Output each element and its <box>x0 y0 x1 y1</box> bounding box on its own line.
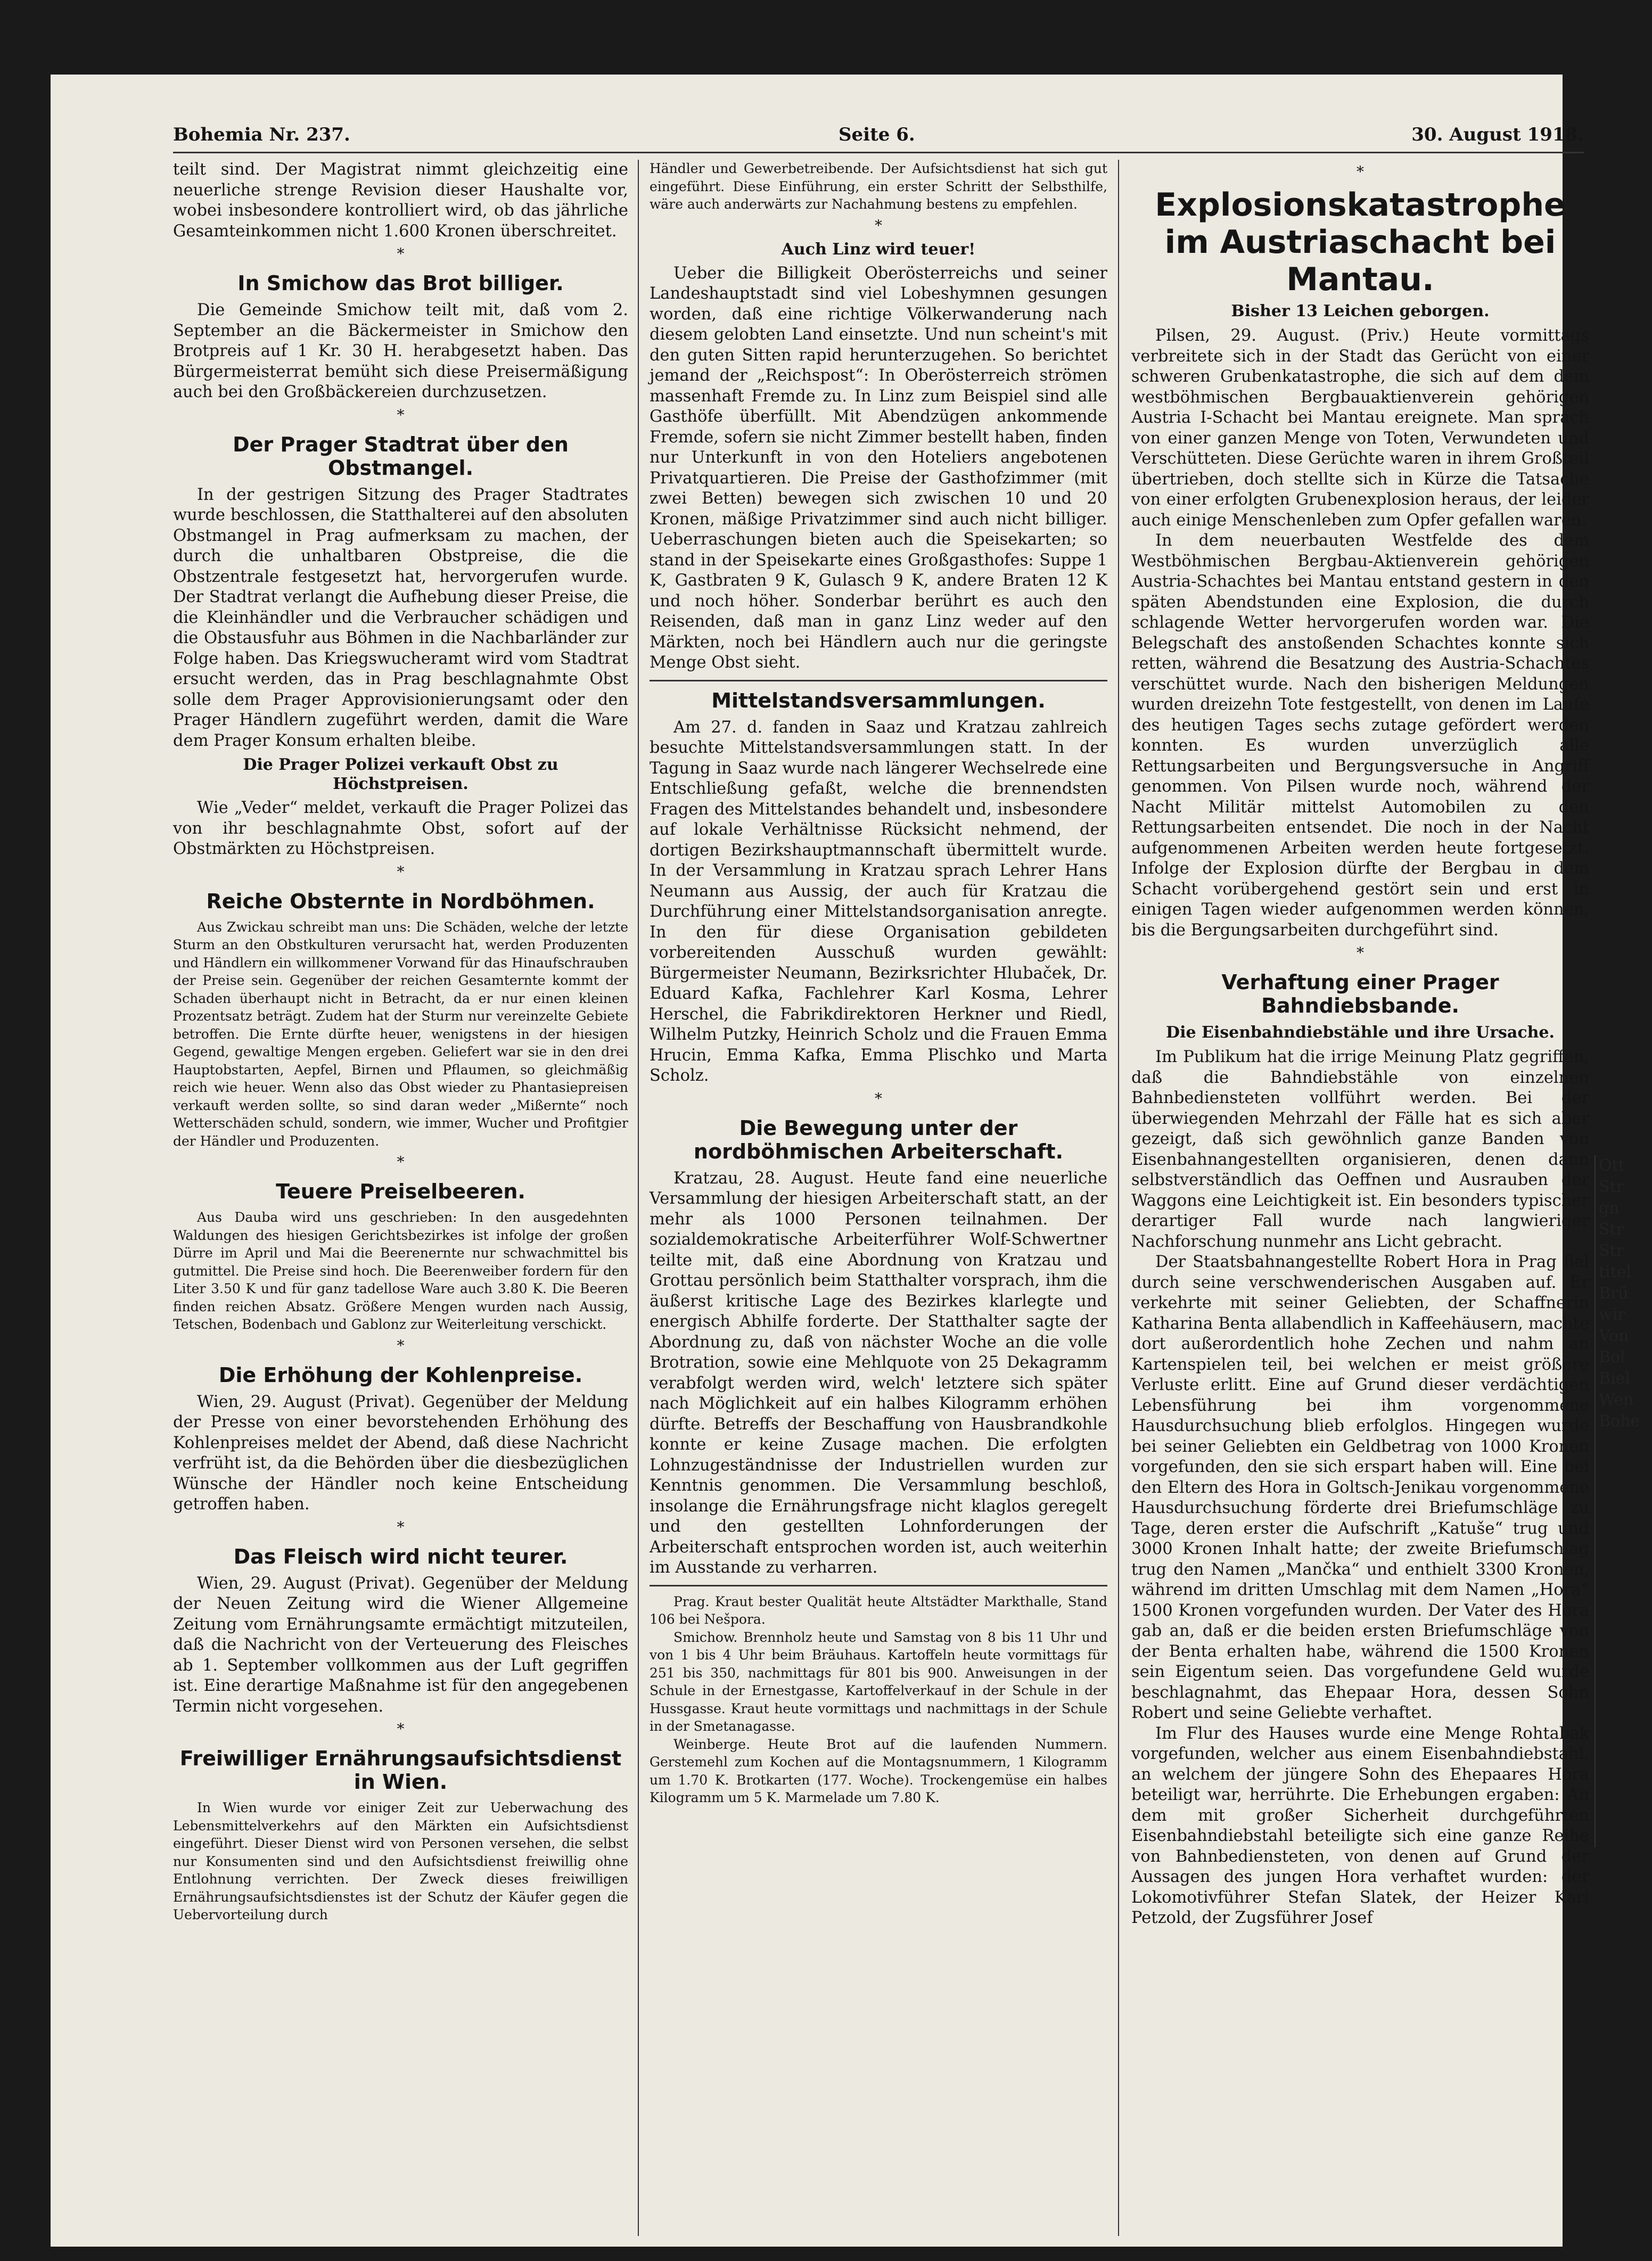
article-body: In der gestrigen Sitzung des Prager Stadtrates wurde beschlossen, die Statthalterei auf den absoluten Obstmangel in Prag aufmerksam zu machen, der durch die unhaltbaren Obstpreise, die die Obstzentrale festgesetzt hat, hervorgerufen wurde. Der Stadtrat verlangt die Aufhebung dieser Preise, die die Kleinhändler und die Verbraucher schädigen und die Obstausfuhr aus Böhmen in die Nachbarländer zur Folge haben. Das Kriegswucheramt wird vom Stadtrat ersucht werden, das in Prag beschlagnahmte Obst solle dem Prager Approvisionierungsamt oder den Prager Händlern zugeführt werden, damit die Ware dem Prager Konsum erhalten bleibe. <box>173 485 628 750</box>
article-title: Freiwilliger Ernährungsaufsichtsdienst in Wien. <box>179 1747 622 1794</box>
column-2 <box>650 160 1107 2236</box>
article-body: Wie „Veder“ meldet, verkauft die Prager Polizei das von ihr beschlagnahmte Obst, sofort auf der Obstmärkten zu Höchstpreisen. <box>173 799 628 858</box>
column-3 <box>1131 160 1589 2236</box>
edge-fragment: titel <box>1599 1263 1632 1281</box>
article-title: In Smichow das Brot billiger. <box>237 272 564 295</box>
page-header <box>173 120 1584 153</box>
separator-star: * <box>397 1518 405 1536</box>
issue-date: 30. August 1918. <box>1411 124 1584 145</box>
article-body: Die Gemeinde Smichow teilt mit, daß vom 2. September an die Bäckermeister in Smichow den Brotpreis auf 1 Kr. 30 H. herabgesetzt haben. Das Bürgermeisterrat bemüht sich diese Preisermäßigung auch bei den Großbäckereien durchzusetzen. <box>173 301 628 401</box>
column-rule-1 <box>638 160 639 2236</box>
subheadline: Die Eisenbahndiebstähle und ihre Ursache. <box>1166 1023 1555 1042</box>
article-body: Im Flur des Hauses wurde eine Menge Rohtabak vorgefunden, welcher aus einem Eisenbahndiebstahl, an welchem der jüngere Sohn des Ehepaares Hora beteiligt war, herrührte. Die Erhebungen ergaben: An dem mit großer Sicherheit durchgeführten Eisenbahndiebstahl beteiligte sich eine ganze Reihe von Bahnbediensteten, von denen auf Grund der Aussagen des jungen Hora verhaftet wurden: der Lokomotivführer Stefan Slatek, der Heizer Karl Petzold, der Zugsführer Josef <box>1131 1724 1589 1927</box>
article-body: Am 27. d. fanden in Saaz und Kratzau zahlreich besuchte Mittelstandsversammlungen statt. In der Tagung in Saaz wurde nach längerer Wechselrede eine Entschließung gefaßt, welche die brennendsten Fragen des Mittelstandes behandelt und, insbesondere auf lokale Verhältnisse Rücksicht nehmend, der dortigen Bezirkshauptmannschaft übermittelt wurde. In der Versammlung in Kratzau sprach Lehrer Hans Neumann aus Aussig, der auch für Kratzau die Durchführung einer Mittelstandsorganisation anregte. In den für diese Organisation gebildeten vorbereitenden Ausschuß wurden gewählt: Bürgermeister Neumann, Bezirksrichter Hlubaček, Dr. Eduard Kafka, Fachlehrer Karl Kosma, Lehrer Herschel, die Fabrikdirektoren Herkner und Riedl, Wilhelm Putzky, Heinrich Scholz und die Frauen Emma Hrucin, Emma Kafka, Emma Plischko und Marta Scholz. <box>650 718 1107 1085</box>
article-title: Teuere Preiselbeeren. <box>276 1180 525 1203</box>
article-title: Das Fleisch wird nicht teurer. <box>233 1544 568 1568</box>
article-body: In Wien wurde vor einiger Zeit zur Ueberwachung des Lebensmittelverkehrs auf den Märkten ein Aufsichtsdienst eingeführt. Dieser Dienst wird von Personen versehen, die selbst nur Konsumenten sind und den Aufsichtsdienst freiwillig ohne Entlohnung verrichten. Der Zweck dieses freiwilligen Ernährungsaufsichtsdienstes ist der Schutz der Käufer gegen die Uebervorteilung durch <box>173 1800 628 1922</box>
separator-star: * <box>397 406 405 424</box>
separator-star: * <box>875 216 882 234</box>
edge-fragment: Str <box>1599 1178 1624 1196</box>
edge-fragment: Str <box>1599 1242 1624 1260</box>
article-body: Aus Dauba wird uns geschrieben: In den ausgedehnten Waldungen des hiesigen Gerichtsbezirkes ist infolge der großen Dürre im April und Mai die Beerenernte nur schwachmittel bis gutmittel. Die Preise sind hoch. Die Beerenweiber fordern für den Liter 3.50 K und für ganz tadellose Ware auch 3.80 K. Die Beeren finden reichen Absatz. Größere Mengen wurden nach Aussig, Tetschen, Bodenbach und Gablonz zur Weiterleitung verschickt. <box>173 1210 628 1332</box>
column-rule-2 <box>1118 160 1119 2236</box>
article-lead: Die Prager Polizei verkauft Obst zu Höchstpreisen. <box>243 755 558 793</box>
article-body: In dem neuerbauten Westfelde des dem Westböhmischen Bergbau-Aktienverein gehörigen Austria-Schachtes bei Mantau entstand gestern in den späten Abendstunden eine Explosion, die durch schlagende Wetter hervorgerufen worden war. Die Belegschaft des anstoßenden Schachtes konnte sich retten, während die Besatzung des Austria-Schachtes verschüttet wurde. Nach den bisherigen Meldungen wurden dreizehn Tote festgestellt, von denen im Laufe des heutigen Tages sechs zutage gefördert werden konnten. Es wurden unverzüglich alle Rettungsarbeiten und Bergungsversuche in Angriff genommen. Von Pilsen wurde noch, während der Nacht Militär mittelst Automobilen zu den Rettungsarbeiten entsendet. Die noch in der Nacht aufgenommenen Arbeiten werden heute fortgesetzt. Infolge der Explosion dürfte der Bergbau in dem Schacht vorübergehend gestört sein und erst in einigen Tagen wieder aufgenommen werden können, bis die Bergungsarbeiten durchgeführt sind. <box>1131 531 1589 940</box>
subheadline: Bisher 13 Leichen geborgen. <box>1231 302 1490 320</box>
notices <box>650 1593 1107 1807</box>
adjacent-page-edge <box>1595 1155 1652 1847</box>
edge-fragment: Ott <box>1599 1156 1625 1175</box>
edge-fragment: Brü <box>1599 1284 1629 1303</box>
continuation-text: Händler und Gewerbetreibende. Der Aufsichtsdienst hat sich gut eingeführt. Diese Einführung, ein erster Schritt der Selbsthilfe, wäre auch anderwärts zur Nachahmung bestens zu empfehlen. <box>650 161 1107 212</box>
separator-star: * <box>1357 163 1364 180</box>
separator-star: * <box>397 1153 405 1171</box>
article-body: Wien, 29. August (Privat). Gegenüber der Meldung der Presse von einer bevorstehenden Erhöhung des Kohlenpreises meldet der Abend, daß diese Nachricht verfrüht ist, da die Behörden über die diesbezüglichen Wünsche der Händler noch keine Entscheidung getroffen haben. <box>173 1392 628 1514</box>
article-title: Verhaftung einer Prager Bahndiebsbande. <box>1221 971 1499 1017</box>
column-1 <box>173 160 628 2236</box>
notice-item: Prag. Kraut bester Qualität heute Altstädter Markthalle, Stand 106 bei Nešpora. <box>650 1593 1107 1627</box>
article-body: Aus Zwickau schreibt man uns: Die Schäden, welche der letzte Sturm an den Obstkulturen verursacht hat, werden Produzenten und Händlern ein willkommener Vorwand für das Hinaufschrauben der Preise sein. Gegenüber der reichen Gesamternte kommt der Schaden überhaupt nicht in Betracht, da er nur einen kleinen Prozentsatz beträgt. Zudem hat der Sturm nur vereinzelte Gebiete betroffen. Die Ernte dürfte heuer, wenigstens in der hiesigen Gegend, gewaltige Mengen ergeben. Geliefert war sie in den drei Hauptobstarten, Aepfel, Birnen und Pflaumen, so gleichmäßig reich wie heuer. Wenn also das Obst wieder zu Phantasiepreisen verkauft werden sollte, so sind daran weder „Mißernte“ noch Wetterschäden schuld, sondern, wie immer, Wucher und Profitgier der Händler und Produzenten. <box>173 919 628 1149</box>
edge-fragment: Von <box>1599 1327 1629 1345</box>
article-title: Die Erhöhung der Kohlenpreise. <box>218 1363 583 1387</box>
edge-fragment: Biel <box>1599 1369 1630 1388</box>
edge-fragment: gn <box>1599 1199 1620 1218</box>
page-number: Seite 6. <box>839 124 915 145</box>
article-body: Im Publikum hat die irrige Meinung Platz gegriffen, daß die Bahndiebstähle von einzelnen Bahnbediensteten vollführt werden. Bei der überwiegenden Mehrzahl der Fälle hat es sich aber gezeigt, daß sich gewöhnlich ganze Banden von Eisenbahnangestellten organisieren, denen dann selbstverständlich das Oeffnen und Ausrauben der Waggons eine Leichtigkeit ist. Ein besonders typischer derartiger Fall wurde nach langwieriger Nachforschung nunmehr ans Licht gebracht. <box>1131 1048 1589 1251</box>
newspaper-page <box>51 75 1640 2247</box>
article-title: Reiche Obsternte in Nordböhmen. <box>206 889 595 913</box>
article-title: Der Prager Stadtrat über den Obstmangel. <box>233 432 569 480</box>
section-divider <box>650 1585 1107 1586</box>
separator-star: * <box>397 1336 405 1354</box>
article-body: Der Staatsbahnangestellte Robert Hora in Prag fiel durch seine verschwenderischen Ausgaben auf. Er verkehrte mit seiner Geliebten, der Schaffnerin Katharina Benta allabendlich in Kaffeehäusern, machte dort außerordentlich hohe Zechen und nahm an Kartenspielen teil, bei welchen er meist größere Verluste erlitt. Eine auf Grund dieser verdächtigen Lebensführung bei ihm vorgenommene Hausdurchsuchung blieb erfolglos. Hingegen wurde bei seiner Geliebten ein Geldbetrag von 1000 Kronen vorgefunden, den sie sich erspart haben will. Eine bei den Eltern des Hora in Goltsch-Jenikau vorgenommene Hausdurchsuchung förderte drei Briefumschläge zu Tage, deren erster die Aufschrift „Katuše“ trug und 3000 Kronen Inhalt hatte; der zweite Briefumschlag trug den Namen „Mančka“ und enthielt 3300 Kronen, während im dritten Umschlag mit dem Namen „Hora“ 1500 Kronen vorgefunden wurden. Der Vater des Hora gab an, daß er die beiden ersten Briefumschläge von der Benta erhalten habe, während die 1500 Kronen sein Eigentum seien. Das vorgefundene Geld wurde beschlagnahmt, das Ehepaar Hora, dessen Sohn Robert und seine Geliebte verhaftet. <box>1131 1253 1589 1722</box>
article-body: Ueber die Billigkeit Oberösterreichs und seiner Landeshauptstadt sind viel Lobeshymnen gesungen worden, daß eine richtige Völkerwanderung nach diesem gelobten Land einsetzte. Und nun scheint's mit den guten Sitten rapid herunterzugehen. So berichtet jemand der „Reichspost“: In Oberösterreich strömen massenhaft Fremde zu. In Linz zum Beispiel sind alle Gasthöfe überfüllt. Mit Abendzügen ankommende Fremde, sofern sie nicht Zimmer bestellt haben, finden nur Unterkunft in von den Hoteliers angebotenen Privatquartieren. Die Preise der Gasthofzimmer (mit zwei Betten) bewegen sich zwischen 10 und 20 Kronen, mäßige Privatzimmer sind auch nicht billiger. Ueberraschungen bieten auch die Speisekarten; so stand in der Speisekarte eines Großgasthofes: Suppe 1 K, Gastbraten 9 K, Gulasch 9 K, andere Braten 12 K und noch höher. Sonderbar berührt es auch den Reisenden, daß man in ganz Linz weder auf den Märkten, noch bei Händlern auch nur die geringste Menge Obst sieht. <box>650 264 1107 672</box>
separator-star: * <box>875 1089 882 1107</box>
edge-fragment: Wen <box>1599 1391 1634 1409</box>
notice-item: Weinberge. Heute Brot auf die laufenden Nummern. Gerstemehl zum Kochen auf die Montagsnummern, 1 Kilogramm um 1.70 K. Brotkarten (177. Woche). Trockengemüse ein halbes Kilogramm um 5 K. Marmelade um 7.80 K. <box>650 1736 1107 1805</box>
separator-star: * <box>397 1720 405 1738</box>
article-title: Auch Linz wird teuer! <box>781 240 976 259</box>
section-title: Mittelstandsversammlungen. <box>711 688 1046 712</box>
edge-fragment: Bohe <box>1599 1412 1640 1430</box>
headline: Explosionskatastrophe im Austriaschacht bei Mantau. <box>1155 186 1566 298</box>
continuation-text: teilt sind. Der Magistrat nimmt gleichzeitig eine neuerliche strenge Revision dieser Haushalte vor, wobei insbesondere kontrolliert wird, ob das jährliche Gesamteinkommen nicht 1.600 Kronen überschreitet. <box>173 160 628 241</box>
article-body: Wien, 29. August (Privat). Gegenüber der Meldung der Neuen Zeitung wird die Wiener Allgemeine Zeitung vom Ernährungsamte ermächtigt mitzuteilen, daß die Nachricht von der Verteuerung des Fleisches ab 1. September vollkommen aus der Luft gegriffen ist. Eine derartige Maßnahme ist für den angegebenen Termin nicht vorgesehen. <box>173 1574 628 1716</box>
article-title: Die Bewegung unter der nordböhmischen Arbeiterschaft. <box>693 1116 1064 1163</box>
edge-fragment: Bol <box>1599 1348 1625 1367</box>
article-body: Kratzau, 28. August. Heute fand eine neuerliche Versammlung der hiesigen Arbeiterschaft statt, an der mehr als 1000 Personen teilnahmen. Der sozialdemokratische Arbeiterführer Wolf-Schwertner teilte mit, daß eine Abordnung von Kratzau und Grottau persönlich beim Statthalter vorsprach, ihm die äußerst kritische Lage des Bezirkes klarlegte und energisch Abhilfe forderte. Der Statthalter sagte der Abordnung zu, daß von nächster Woche an die volle Brotration, sowie eine Mehlquote von 25 Dekagramm verabfolgt werden wird, welch' letztere sich später nach Möglichkeit auf ein halbes Kilogramm erhöhen dürfte. Betreffs der Beschaffung von Hausbrandkohle konnte er keine Zusage machen. Die erfolgten Lohnzugeständnisse der Industriellen wurden zur Kenntnis genommen. Die Versammlung beschloß, insolange die Ernährungsfrage nicht klaglos geregelt und den gestellten Lohnforderungen der Arbeiterschaft entsprochen worden ist, auch weiterhin im Ausstande zu verharren. <box>650 1169 1107 1577</box>
masthead-issue: Bohemia Nr. 237. <box>173 124 350 145</box>
edge-fragment: wir <box>1599 1305 1625 1324</box>
section-divider <box>650 680 1107 681</box>
notice-item: Smichow. Brennholz heute und Samstag von 8 bis 11 Uhr und von 1 bis 4 Uhr beim Bräuhaus. Kartoffeln heute vormittags für 251 bis 350, nachmittags für 801 bis 900. Anweisungen in der Schule in der Ernestgasse, Kartoffelverkauf in der Schule in der Hussgasse. Kraut heute vormittags und nachmittags in der Schule in der Smetanagasse. <box>650 1629 1107 1734</box>
separator-star: * <box>397 862 405 881</box>
separator-star: * <box>397 245 405 262</box>
edge-fragment: Str <box>1599 1220 1624 1239</box>
separator-star: * <box>1357 944 1364 961</box>
article-body: Pilsen, 29. August. (Priv.) Heute vormittags verbreitete sich in der Stadt das Gerücht von einer schweren Grubenkatastrophe, die sich auf dem dem westböhmischen Bergbauaktienverein gehörigen Austria I-Schacht bei Mantau ereignete. Man sprach von einer ganzen Menge von Toten, Verwundeten und Verschütteten. Diese Gerüchte waren in ihrem Großteil übertrieben, doch stellte sich in Kürze die Tatsache von einer erfolgten Grubenexplosion heraus, der leider auch einige Menschenleben zum Opfer gefallen waren. <box>1131 326 1589 530</box>
